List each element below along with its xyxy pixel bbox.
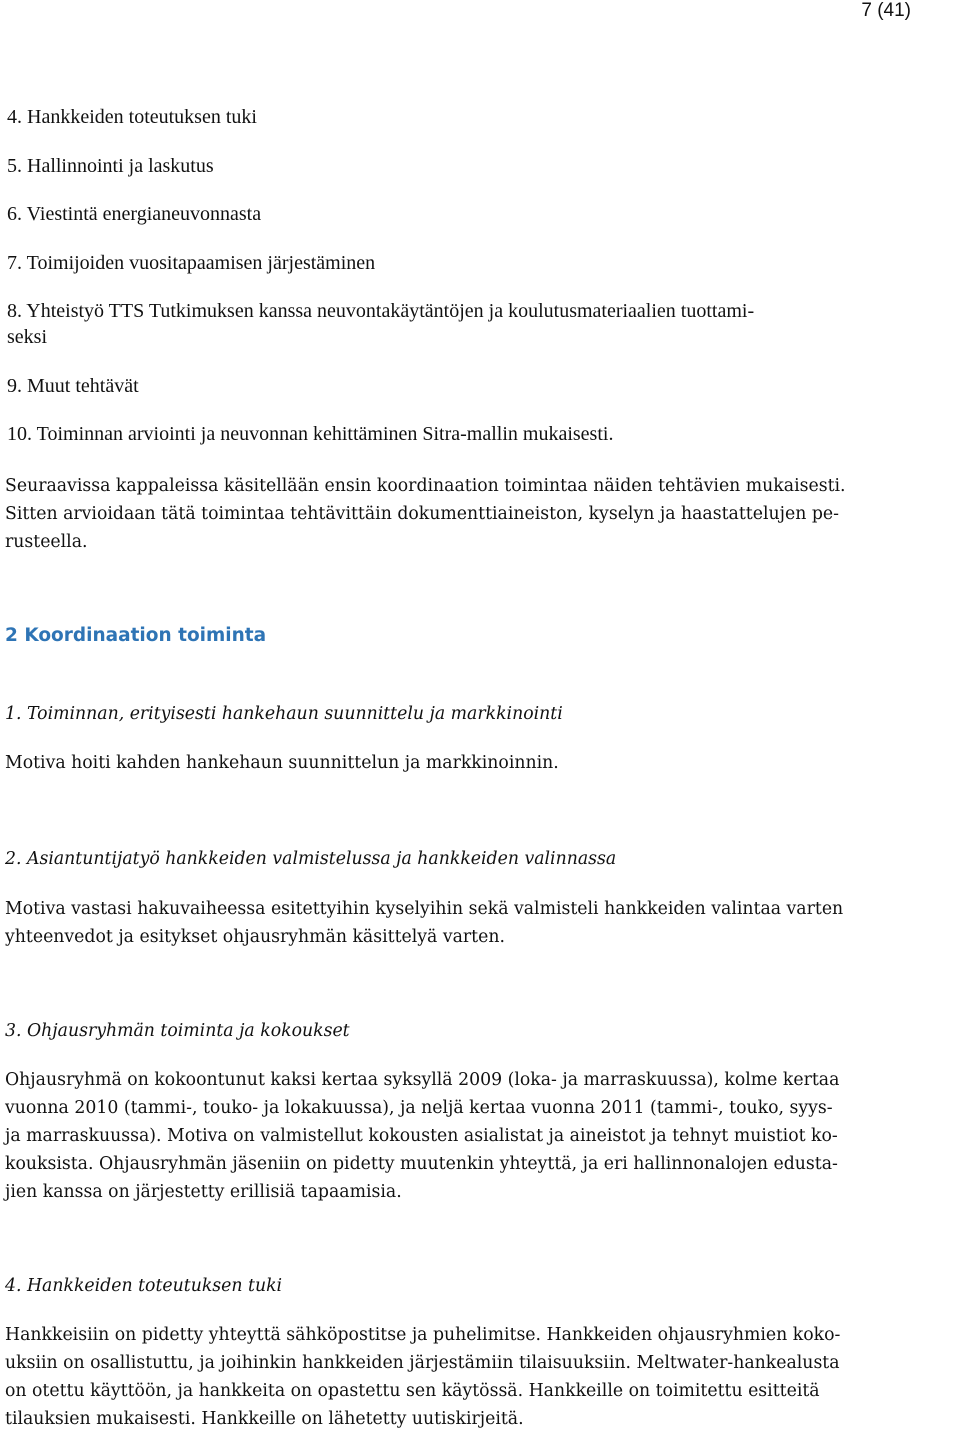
subsection-heading: 2. Asiantuntijatyö hankkeiden valmistelussa ja hankkeiden valinnassa <box>5 849 617 869</box>
task-list <box>7 104 952 447</box>
paragraph-line: uksiin on osallistuttu, ja joihinkin hankkeiden järjestämiin tilaisuuksiin. Meltwater-hankealusta <box>5 1353 840 1373</box>
paragraph-line: kouksista. Ohjausryhmän jäseniin on pidetty muutenkin yhteyttä, ja eri hallinnonalojen edusta- <box>5 1154 838 1174</box>
paragraph-line: Ohjausryhmä on kokoontunut kaksi kertaa syksyllä 2009 (loka- ja marraskuussa), kolme kertaa <box>5 1070 840 1090</box>
paragraph-line: jien kanssa on järjestetty erillisiä tapaamisia. <box>5 1182 402 1202</box>
subsection-heading: 4. Hankkeiden toteutuksen tuki <box>5 1276 283 1296</box>
paragraph-line: rusteella. <box>5 532 88 552</box>
paragraph-line: Hankkeisiin on pidetty yhteyttä sähköpostitse ja puhelimitse. Hankkeiden ohjausryhmien koko- <box>5 1325 841 1345</box>
subsection-paragraph <box>5 1321 955 1433</box>
list-item: 6. Viestintä energianeuvonnasta <box>7 203 262 225</box>
list-item: 9. Muut tehtävät <box>7 375 139 397</box>
list-item: 10. Toiminnan arviointi ja neuvonnan kehittäminen Sitra-mallin mukaisesti. <box>7 423 614 445</box>
list-item: 4. Hankkeiden toteutuksen tuki <box>7 106 257 128</box>
section-title: 2 Koordinaation toiminta <box>5 625 267 646</box>
paragraph-line: vuonna 2010 (tammi-, touko- ja lokakuussa), ja neljä kertaa vuonna 2011 (tammi-, touko, syys- <box>5 1098 833 1118</box>
page-number: 7 (41) <box>861 0 911 21</box>
list-item: 8. Yhteistyö TTS Tutkimuksen kanssa neuvontakäytäntöjen ja koulutusmateriaalien tuottami- <box>7 300 755 322</box>
paragraph-line: Motiva hoiti kahden hankehaun suunnittelun ja markkinoinnin. <box>5 753 559 773</box>
paragraph-line: Seuraavissa kappaleissa käsitellään ensin koordinaation toimintaa näiden tehtävien mukaisesti. <box>5 476 846 496</box>
paragraph-line: yhteenvedot ja esitykset ohjausryhmän käsittelyä varten. <box>5 927 505 947</box>
intro-paragraph <box>5 472 955 556</box>
subsection-paragraph <box>5 749 955 777</box>
paragraph-line: Motiva vastasi hakuvaiheessa esitettyihin kyselyihin sekä valmisteli hankkeiden valintaa varten <box>5 899 844 919</box>
subsection-paragraph <box>5 1066 955 1206</box>
paragraph-line: on otettu käyttöön, ja hankkeita on opastettu sen käytössä. Hankkeille on toimitettu esitteitä <box>5 1381 820 1401</box>
paragraph-line: ja marraskuussa). Motiva on valmistellut kokousten asialistat ja aineistot ja tehnyt muistiot ko- <box>5 1126 838 1146</box>
list-item: 5. Hallinnointi ja laskutus <box>7 155 214 177</box>
subsection-heading: 1. Toiminnan, erityisesti hankehaun suunnittelu ja markkinointi <box>5 704 563 724</box>
subsection-paragraph <box>5 895 955 951</box>
subsection-heading: 3. Ohjausryhmän toiminta ja kokoukset <box>5 1021 350 1041</box>
paragraph-line: Sitten arvioidaan tätä toimintaa tehtävittäin dokumenttiaineiston, kyselyn ja haastattelujen pe- <box>5 504 839 524</box>
list-item: 7. Toimijoiden vuositapaamisen järjestäminen <box>7 252 376 274</box>
list-item-continuation: seksi <box>7 326 47 348</box>
paragraph-line: tilauksien mukaisesti. Hankkeille on lähetetty uutiskirjeitä. <box>5 1409 524 1429</box>
